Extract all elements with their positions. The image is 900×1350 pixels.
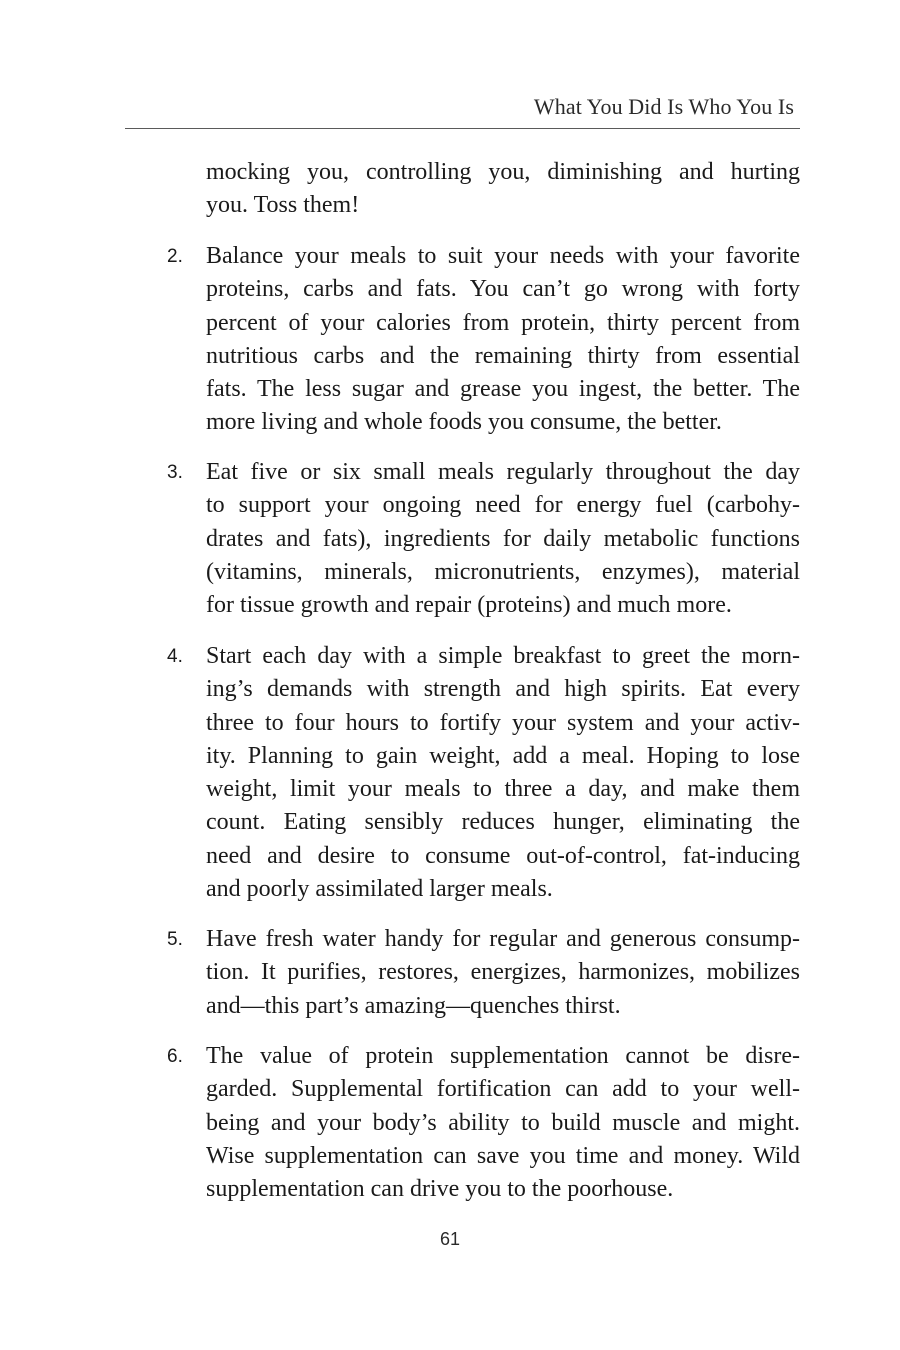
text-line: Eat five or six small meals regularly throughout the day	[206, 459, 800, 485]
running-head	[125, 92, 800, 129]
text-line: The value of protein supplementation cannot be disre-	[206, 1043, 800, 1069]
text-line: ity. Planning to gain weight, add a meal. Hoping to lose	[206, 742, 800, 769]
text-line: Balance your meals to suit your needs with your favorite	[206, 243, 800, 269]
text-line: you. Toss them!	[206, 192, 360, 219]
text-line: supplementation can drive you to the poorhouse.	[206, 1176, 674, 1203]
text-line: and—this part’s amazing—quenches thirst.	[206, 992, 621, 1019]
text-line: garded. Supplemental fortification can add to your well-	[206, 1076, 800, 1103]
text-line: need and desire to consume out-of-control, fat-inducing	[206, 842, 800, 869]
list-item-number: 5.	[167, 929, 183, 950]
list-item-text	[206, 456, 800, 622]
list-item-number: 6.	[167, 1046, 183, 1067]
text-line: for tissue growth and repair (proteins) and much more.	[206, 592, 732, 619]
text-line: drates and fats), ingredients for daily metabolic functions	[206, 525, 800, 552]
page-number: 61	[439, 1229, 461, 1249]
text-line: being and your body’s ability to build muscle and might.	[206, 1109, 800, 1136]
list-item-text	[206, 240, 800, 440]
text-line: (vitamins, minerals, micronutrients, enzymes), material	[206, 558, 800, 585]
list-item-number: 3.	[167, 462, 183, 483]
continuation-paragraph	[206, 156, 800, 223]
text-line: nutritious carbs and the remaining thirty from essential	[206, 342, 800, 369]
text-line: percent of your calories from protein, thirty percent from	[206, 309, 800, 336]
text-line: proteins, carbs and fats. You can’t go wrong with forty	[206, 276, 800, 303]
text-line: three to four hours to fortify your system and your activ-	[206, 709, 800, 736]
text-line: weight, limit your meals to three a day, and make them	[206, 776, 800, 803]
text-line: count. Eating sensibly reduces hunger, eliminating the	[206, 809, 800, 836]
text-line: ing’s demands with strength and high spirits. Eat every	[206, 676, 800, 703]
list-item-text	[206, 923, 800, 1023]
list-item-text	[206, 640, 800, 906]
text-line: mocking you, controlling you, diminishing and hurting	[206, 159, 800, 185]
running-head-title: What You Did Is Who You Is	[533, 94, 794, 119]
list-item-text	[206, 1040, 800, 1206]
text-line: Have fresh water handy for regular and generous consump-	[206, 926, 800, 952]
text-line: and poorly assimilated larger meals.	[206, 876, 553, 903]
text-line: more living and whole foods you consume, the better.	[206, 409, 722, 436]
text-line: tion. It purifies, restores, energizes, harmonizes, mobilizes	[206, 959, 800, 986]
text-line: to support your ongoing need for energy fuel (carbohy-	[206, 492, 800, 519]
text-line: Wise supplementation can save you time and money. Wild	[206, 1142, 800, 1169]
list-item-number: 4.	[167, 646, 183, 667]
text-line: Start each day with a simple breakfast to greet the morn-	[206, 643, 800, 669]
text-line: fats. The less sugar and grease you ingest, the better. The	[206, 376, 800, 403]
list-item-number: 2.	[167, 246, 183, 267]
